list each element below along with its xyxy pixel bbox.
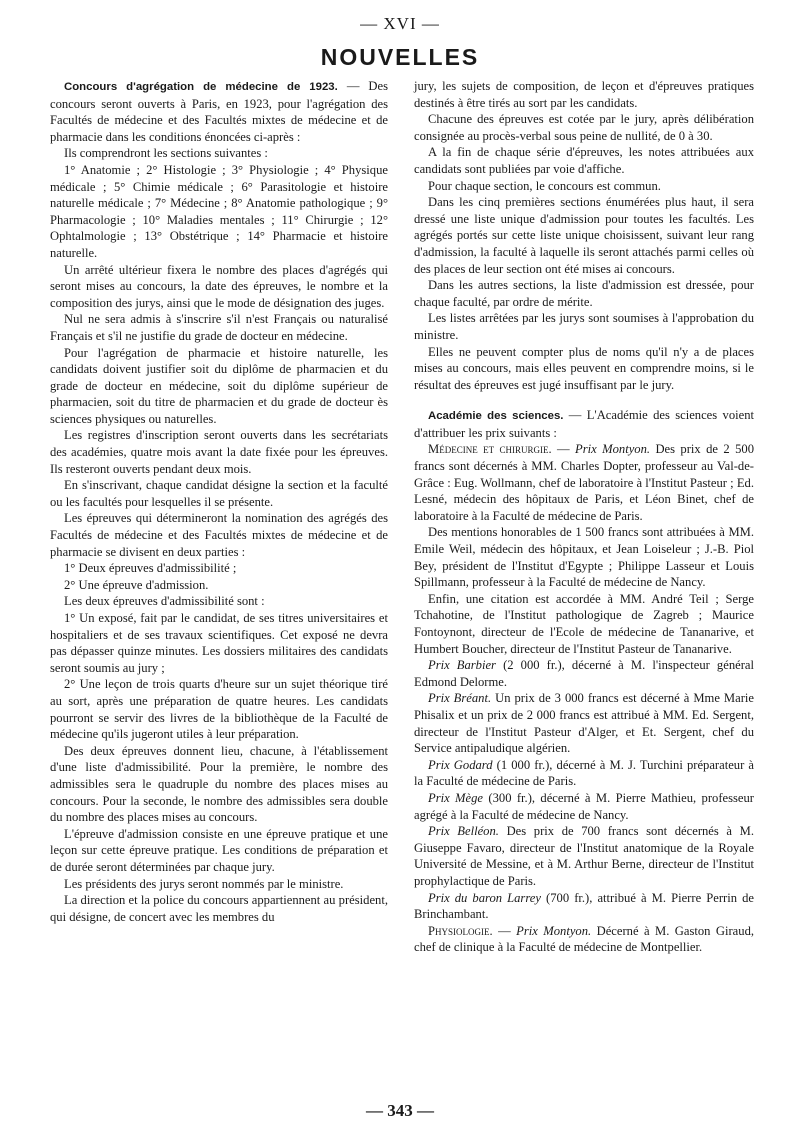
prize-name: Prix Belléon.: [428, 824, 499, 839]
list-item: 1° Deux épreuves d'admissibilité ;: [64, 561, 237, 576]
section-title: Académie des sciences.: [428, 410, 564, 423]
paragraph: Un arrêté ultérieur fixera le nombre des places d'agrégés qui seront mises au concours, la date des épreuves, le nombre et la composition des jurys, ainsi que le mode de désignation des juges.: [50, 262, 388, 310]
paragraph: L'épreuve d'admission consiste en une épreuve pratique et une leçon sur cette épreuve pratique. Les conditions de préparation et de durée seront déterminées par chaque jury.: [50, 826, 388, 874]
right-column: [414, 78, 754, 956]
prize-entry: [414, 790, 754, 823]
prize-entry: [414, 823, 754, 889]
paragraph: Elles ne peuvent compter plus de noms qu'il n'y a de places mises au concours, mais elles peuvent en comprendre moins, si le résultat des épreuves est jugé insuffisant par le jury.: [414, 344, 754, 392]
paragraph: En s'inscrivant, chaque candidat désigne la section et la faculté ou les facultés pour lesquelles il se présente.: [50, 478, 388, 509]
paragraph: jury, les sujets de composition, de leçon et d'épreuves pratiques destinés à être tirés au sort par les candidats.: [414, 79, 754, 110]
section-title: Concours d'agrégation de médecine de 1923.: [64, 81, 338, 93]
paragraph: Dans les cinq premières sections énumérées plus haut, il sera dressé une liste unique d'admission pour toutes les facultés. Les agrégés portés sur cette liste unique choisissent, suivant leur rang d'admission, la faculté à laquelle ils seront attachés parmi celles où des places de leur section ont été mises ai concours.: [414, 195, 754, 276]
paragraph: Ils comprendront les sections suivantes :: [64, 146, 268, 161]
sections-list: 1° Anatomie ; 2° Histologie ; 3° Physiologie ; 4° Physique médicale ; 5° Chimie médicale ; 6° Parasitologie et histoire naturelle médicale ; 7° Médecine ; 8° Anatomie pathologique ; 9° Pharmacologie ; 10° Maladies mentales ; 11° Chirurgie ; 12° Ophtalmologie ; 13° Obstétrique ; 14° Pharmacie et histoire naturelle.: [50, 162, 388, 260]
paragraph: Nul ne sera admis à s'inscrire s'il n'est Français ou naturalisé Français et s'il ne justifie du grade de docteur en médecine.: [50, 312, 388, 343]
list-item: 2° Une épreuve d'admission.: [64, 577, 209, 592]
paragraph: Enfin, une citation est accordée à MM. André Teil ; Serge Tchahotine, de l'Institut pathologique de Zagreb ; Maurice Fontoynont, directeur de l'Ecole de médecine de Tananarive, et Humbert Boucher, directeur de l'Institut Pasteur de Tananarive.: [414, 591, 754, 656]
paragraph: Chacune des épreuves est cotée par le jury, après délibération consignée au procès-verbal sous peine de nullité, de 0 à 30.: [414, 112, 754, 143]
prize-text: Des prix de 700 francs sont décernés à M. Giuseppe Favaro, directeur de l'Institut anatomique de la Royale Université de Messine, et à M. Arthur Berne, directeur de l'Institut prophylactique de Paris.: [414, 824, 754, 888]
concours-intro: [50, 78, 388, 145]
category-label: Physiologie.: [428, 923, 493, 938]
paragraph: Pour l'agrégation de pharmacie et histoire naturelle, les candidats doivent justifier soit du diplôme de pharmacien et du grade de docteur en médecine, soit du diplôme supérieur de pharmacien, soit du titre de pharmacien et du grade de docteur ès sciences physiques ou naturelles.: [50, 345, 388, 426]
prize-entry: Médecine et chirurgie. — Prix Montyon. Des prix de 2 500 francs sont décernés à MM. Charles Dopter, professeur au Val-de-Grâce : Eug. Wollmann, chef de laboratoire à l'Institut Pasteur ; Ed. Lesné, médecin des hôpitaux de Paris, et Léon Binet, chef de laboratoire à la Faculté de médecine de Paris.: [414, 442, 754, 523]
paragraph: Les épreuves qui détermineront la nomination des agrégés des Facultés de médecine et des Facultés mixtes de médecine et de pharmacie se divisent en deux parties :: [50, 511, 388, 559]
prize-text: Des prix de 2 500 francs sont décernés à MM. Charles Dopter, professeur au Val-de-Grâce : Eug. Wollmann, chef de laboratoire à l'Institut Pasteur ; Ed. Lesné, médecin des hôpitaux de Paris, et Léon Binet, chef de laboratoire à la Faculté de médecine de Paris.: [414, 442, 754, 523]
prize-name: Prix Bréant.: [428, 691, 492, 706]
prize-text: (300 fr.), décerné à M. Pierre Mathieu, professeur agrégé à la Faculté de médecine de Nancy.: [414, 790, 754, 822]
paragraph: Les présidents des jurys seront nommés par le ministre.: [64, 876, 344, 891]
prize-text: Un prix de 3 000 francs est décerné à Mme Marie Phisalix et un prix de 2 000 francs est attribué à MM. Ed. Sergent, directeur de l'Institut Pasteur d'Alger, et Et. Sergent, chef du Service antipaludique algérien.: [414, 691, 754, 756]
paragraph: A la fin de chaque série d'épreuves, les notes attribuées aux candidats sont publiées par voie d'affiche.: [414, 145, 754, 176]
page-title: NOUVELLES: [320, 44, 480, 70]
prize-text: (700 fr.), attribué à M. Pierre Perrin de Brinchambant.: [414, 890, 754, 922]
paragraph-text: — L'Académie des sciences voient d'attribuer les prix suivants :: [414, 408, 754, 440]
paragraph: Pour chaque section, le concours est commun.: [428, 178, 661, 193]
prize-name: Prix Montyon.: [516, 923, 592, 938]
paragraph: Les registres d'inscription seront ouverts dans les secrétariats des académies, quatre mois avant la date fixée pour les épreuves. Ils resteront ouverts pendant deux mois.: [50, 428, 388, 476]
category-label: Médecine et chirurgie.: [428, 442, 552, 457]
academie-intro: [414, 407, 754, 441]
paragraph: Des mentions honorables de 1 500 francs sont attribuées à MM. Emile Weil, médecin des hôpitaux, et Jean Loiseleur ; J.-B. Piol Bey, président de l'Institut d'Egypte ; Philippe Lasseur et Louis Spillmann, professeur à la Faculté de médecine de Nancy.: [414, 525, 754, 590]
left-column: [50, 78, 388, 925]
prize-name: Prix Barbier: [428, 658, 496, 673]
list-item: 2° Une leçon de trois quarts d'heure sur un sujet théorique tiré au sort, après une préparation de quatre heures. Les candidats pourront se servir des livres de la bibliothèque de la Faculté de médecine qu'ils jugeront utiles à leur préparation.: [50, 677, 388, 742]
paragraph: Dans les autres sections, la liste d'admission est dressée, pour chaque faculté, par ordre de mérite.: [414, 278, 754, 309]
prize-name: Prix Mège: [428, 790, 484, 805]
prize-name: Prix Montyon.: [575, 442, 651, 457]
prize-entry: [414, 757, 754, 790]
prize-entry: Physiologie. — Prix Montyon. Décerné à M. Gaston Giraud, chef de clinique à la Faculté de médecine de Montpellier.: [414, 923, 755, 955]
prize-name: Prix du baron Larrey: [428, 890, 541, 905]
paragraph: Des deux épreuves donnent lieu, chacune, à l'établissement d'une liste d'admissibilité. Pour la première, le nombre des admissibles sera le quadruple du nombre des places mises au concours. Pour la seconde, le nombre des admissibles sera double du nombre des places mises au concours.: [50, 743, 388, 825]
prize-text: (2 000 fr.), décerné à M. l'inspecteur général Edmond Delorme.: [414, 658, 754, 689]
prize-name: Prix Godard: [428, 757, 493, 772]
list-item: 1° Un exposé, fait par le candidat, de ses titres universitaires et hospitaliers et de ses travaux scientifiques. Cet exposé ne devra pas dépasser quinze minutes. Les dossiers militaires des candidats seront soumis au jury ;: [50, 611, 388, 675]
page-folio: — XVI —: [360, 14, 440, 33]
paragraph-text: — Des concours seront ouverts à Paris, en 1923, pour l'agrégation des Facultés de médecine et des Facultés mixtes de médecine et de pharmacie dans les conditions énoncées ci-après :: [50, 79, 389, 144]
paragraph: Les listes arrêtées par les jurys sont soumises à l'approbation du ministre.: [414, 311, 754, 342]
prize-text: (1 000 fr.), décerné à M. J. Turchini préparateur à la Faculté de médecine de Paris.: [414, 757, 754, 789]
prize-entry: [414, 690, 754, 756]
prize-text: Décerné à M. Gaston Giraud, chef de clinique à la Faculté de médecine de Montpellier.: [414, 923, 755, 955]
page-number: — 343 —: [366, 1101, 434, 1120]
paragraph: Les deux épreuves d'admissibilité sont :: [64, 594, 265, 609]
prize-entry: [414, 657, 754, 690]
paragraph: La direction et la police du concours appartiennent au président, qui désigne, de concert avec les membres du: [50, 893, 388, 924]
prize-entry: [414, 890, 754, 923]
